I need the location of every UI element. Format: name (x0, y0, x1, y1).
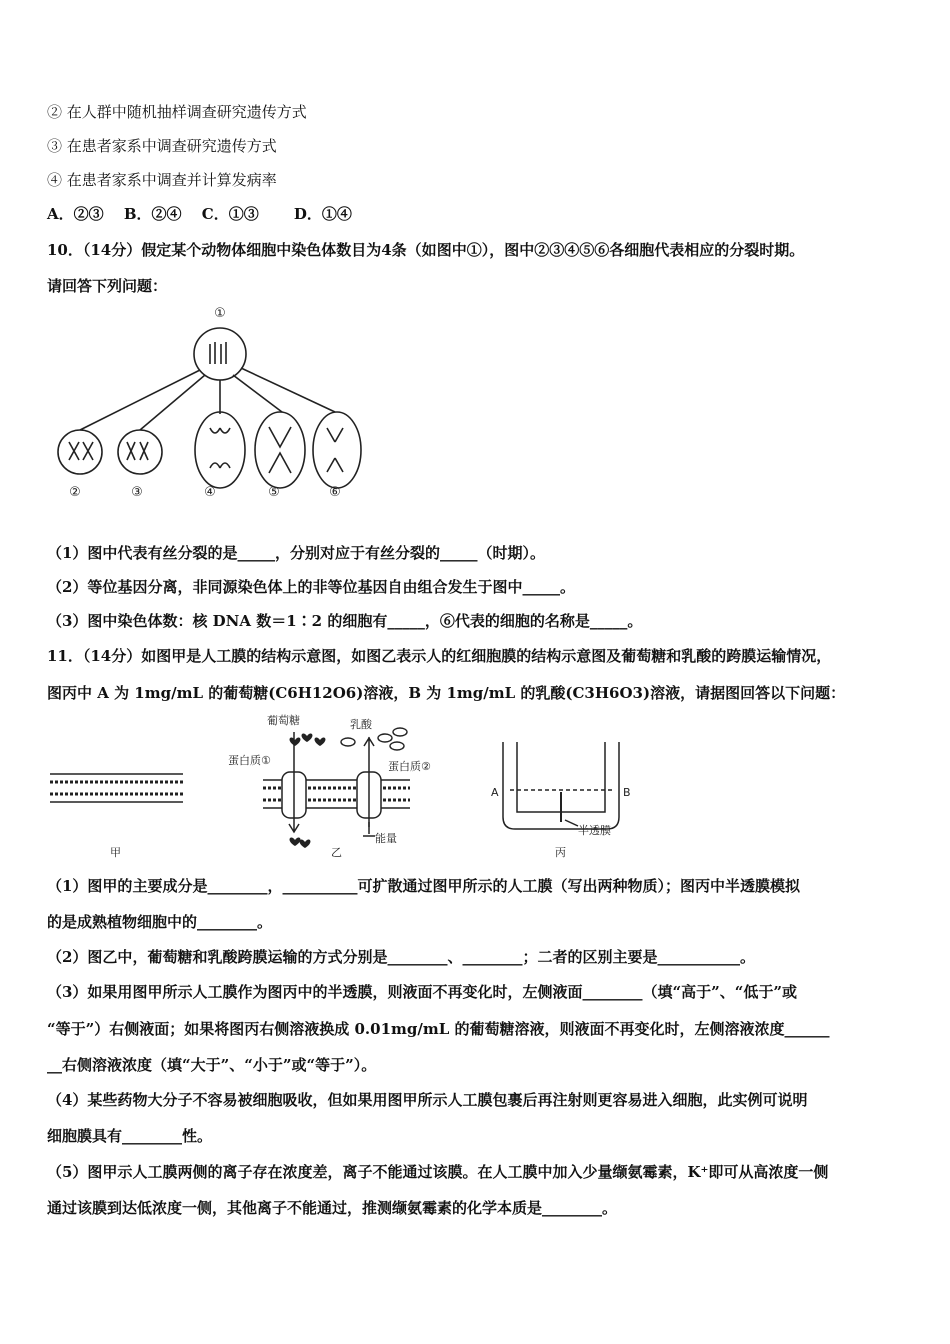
fig-label: 丙 (555, 846, 566, 859)
q11-sub1: （1）图甲的主要成分是________，__________可扩散通过图甲所示的人工膜（写出两种物质）；图丙中半透膜模拟 (47, 877, 800, 895)
membrane-figure (45, 712, 645, 862)
fig-label: 乙 (331, 846, 342, 859)
fig-label: 乳酸 (350, 718, 372, 731)
fig-label: ⑥ (329, 485, 341, 500)
fig-label: ⑤ (268, 485, 280, 500)
option-line: ② 在人群中随机抽样调查研究遗传方式 (47, 103, 307, 121)
fig-label: ④ (204, 485, 216, 500)
q11-sub2: （2）图乙中，葡萄糖和乳酸跨膜运输的方式分别是________、________；二者的区别主要是___________。 (47, 948, 755, 966)
fig-label: 蛋白质② (388, 760, 431, 773)
q11-stem: 11．（14分）如图甲是人工膜的结构示意图，如图乙表示人的红细胞膜的结构示意图及葡萄糖和乳酸的跨膜运输情况， (47, 647, 832, 665)
q10-sub3: （3）图中染色体数：核 DNA 数＝1∶2 的细胞有_____，⑥代表的细胞的名称是_____。 (47, 612, 643, 630)
q10-stem-2: 请回答下列问题： (47, 277, 168, 295)
q11-sub3-cont: “等于”）右侧液面；如果将图丙右侧溶液换成 0.01mg/mL 的葡萄糖溶液，则液面不再变化时，左侧溶液浓度______ (47, 1020, 830, 1038)
q11-sub4-cont: 细胞膜具有________性。 (47, 1127, 213, 1145)
fig-label: 能量 (375, 832, 397, 845)
fig-label: 葡萄糖 (267, 714, 300, 727)
fig-label: 半透膜 (578, 824, 611, 837)
q10-sub1: （1）图中代表有丝分裂的是_____，分别对应于有丝分裂的_____（时期）。 (47, 544, 545, 562)
fig-label: ③ (131, 485, 143, 500)
q11-sub4: （4）某些药物大分子不容易被细胞吸收，但如果用图甲所示人工膜包裹后再注射则更容易进入细胞，此实例可说明 (47, 1091, 808, 1109)
answer-choices: A．②③ B．②④ C．①③ D．①④ (47, 205, 352, 223)
q11-sub3-cont2: __右侧溶液浓度（填“大于”、“小于”或“等于”）。 (47, 1056, 377, 1074)
fig-label: 蛋白质① (228, 754, 271, 767)
fig-label: 甲 (110, 846, 121, 859)
fig-label: A (491, 786, 499, 799)
option-line: ③ 在患者家系中调查研究遗传方式 (47, 137, 277, 155)
q11-sub3: （3）如果用图甲所示人工膜作为图丙中的半透膜，则液面不再变化时，左侧液面________（填“高于”、“低于”或 (47, 983, 797, 1001)
fig-label: ② (69, 485, 81, 500)
q11-sub1-cont: 的是成熟植物细胞中的________。 (47, 913, 273, 931)
q11-stem-2: 图丙中 A 为 1mg/mL 的葡萄糖(C6H12O6)溶液，B 为 1mg/mL 的乳酸(C3H6O3)溶液，请据图回答以下问题： (47, 684, 846, 702)
fig-label: B (623, 786, 631, 799)
cell-division-figure (45, 302, 375, 502)
q10-sub2: （2）等位基因分离，非同源染色体上的非等位基因自由组合发生于图中_____。 (47, 578, 575, 596)
q11-sub5: （5）图甲示人工膜两侧的离子存在浓度差，离子不能通过该膜。在人工膜中加入少量缬氨霉素，K⁺即可从高浓度一侧 (47, 1163, 829, 1181)
option-line: ④ 在患者家系中调查并计算发病率 (47, 171, 277, 189)
q10-stem: 10．（14分）假定某个动物体细胞中染色体数目为4条（如图中①），图中②③④⑤⑥各细胞代表相应的分裂时期。 (47, 241, 805, 259)
q11-sub5-cont: 通过该膜到达低浓度一侧，其他离子不能通过，推测缬氨霉素的化学本质是________。 (47, 1199, 618, 1217)
fig-label: ① (214, 306, 226, 321)
